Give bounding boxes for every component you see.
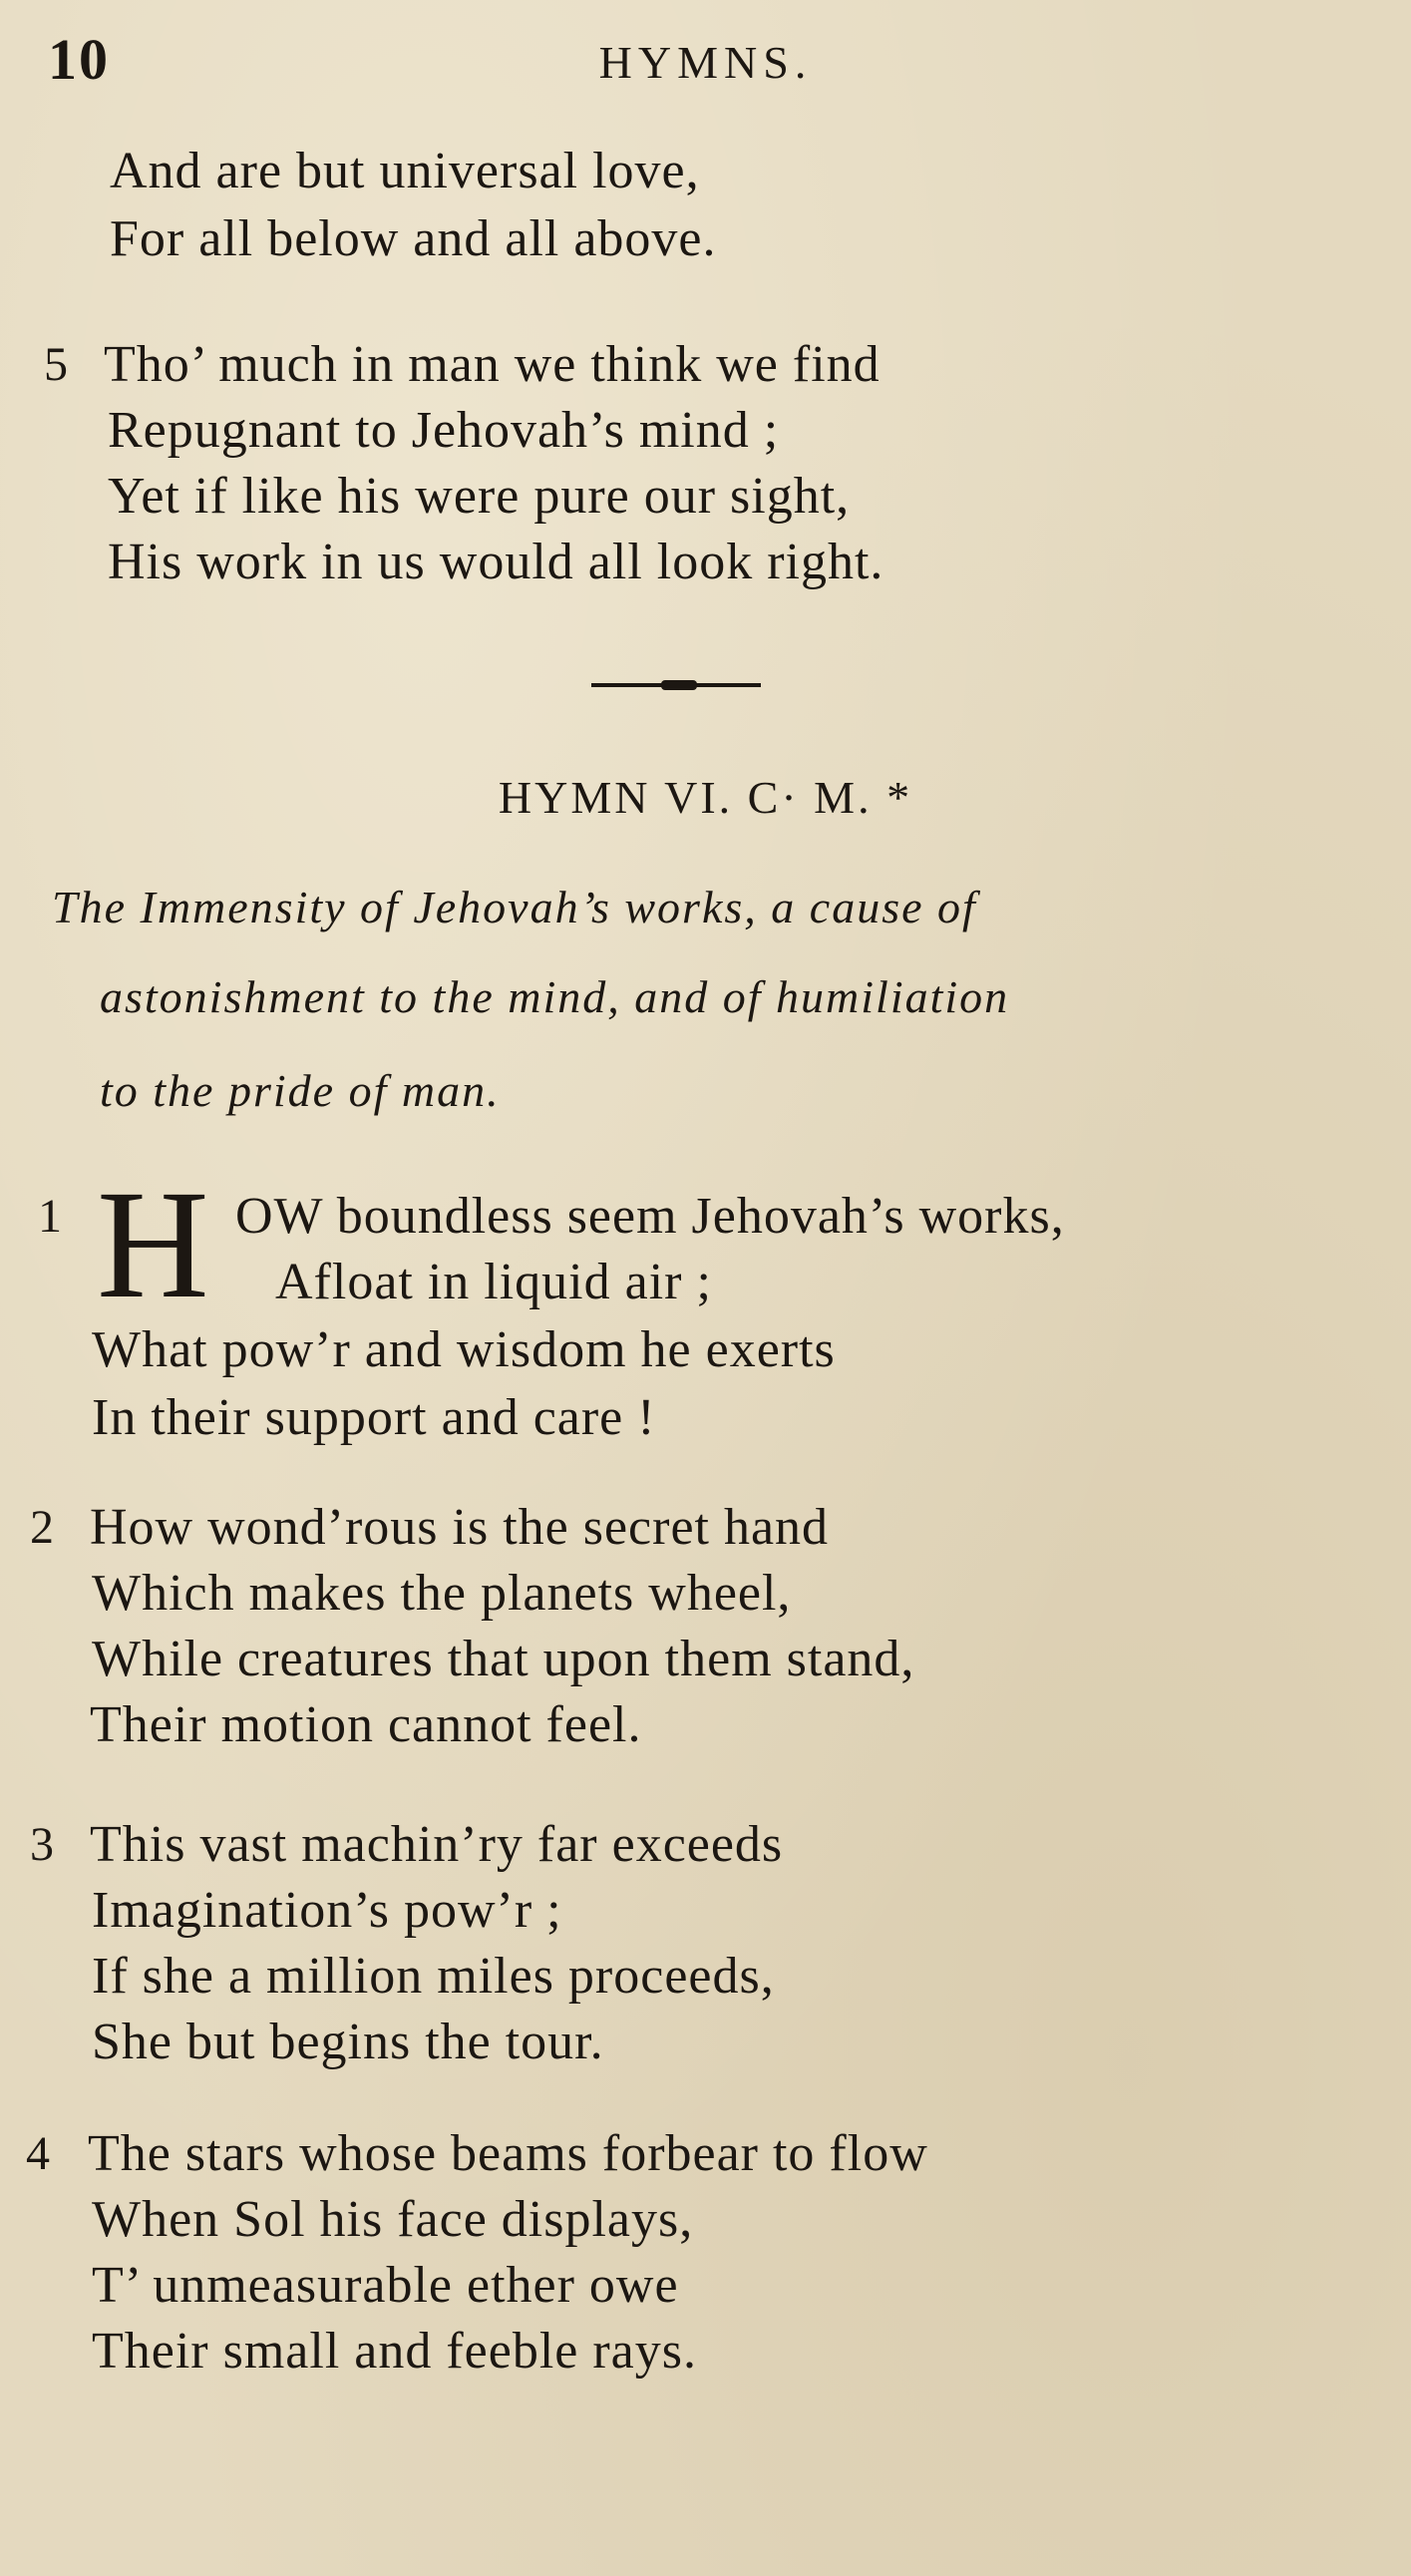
divider-ornament [661,680,697,690]
stanza-number: 5 [44,338,68,391]
verse-line: She but begins the tour. [92,2014,604,2070]
verse-line: This vast machin’ry far exceeds [90,1816,784,1873]
verse-line: Tho’ much in man we think we find [104,336,881,393]
verse-line: Their motion cannot feel. [90,1696,642,1753]
ornamental-divider [591,680,761,690]
verse-line: If she a million miles proceeds, [92,1948,775,2005]
verse-line: Yet if like his were pure our sight, [108,468,851,525]
hymn-subtitle-line: The Immensity of Jehovah’s works, a cause of [52,882,977,932]
verse-line: His work in us would all look right. [108,534,884,590]
verse-line: For all below and all above. [110,210,717,267]
verse-line: In their support and care ! [92,1389,656,1446]
verse-line: Their small and feeble rays. [92,2323,697,2380]
verse-line: While creatures that upon them stand, [92,1631,915,1687]
verse-line: And are but universal love, [110,143,700,199]
verse-line: Imagination’s pow’r ; [92,1882,562,1939]
stanza-number: 1 [38,1190,62,1243]
verse-line: T’ unmeasurable ether owe [92,2257,679,2314]
running-head: HYMNS. [598,37,813,88]
stanza-number: 2 [30,1501,54,1554]
page-header [0,28,1411,98]
verse-line: Afloat in liquid air ; [275,1254,712,1310]
verse-line: The stars whose beams forbear to flow [88,2125,928,2182]
drop-cap: H [97,1158,209,1330]
verse-line: Repugnant to Jehovah’s mind ; [108,402,780,459]
stanza-number: 4 [26,2127,50,2180]
verse-line: Which makes the planets wheel, [92,1565,792,1622]
verse-line: When Sol his face displays, [92,2191,694,2248]
verse-line: How wond’rous is the secret hand [90,1499,830,1556]
verse-line: OW boundless seem Jehovah’s works, [235,1188,1065,1245]
hymn-title: HYMN VI. C· M. * [498,772,913,823]
hymn-subtitle-line: astonishment to the mind, and of humiliation [100,971,1010,1022]
verse-line: What pow’r and wisdom he exerts [92,1321,836,1378]
stanza-number: 3 [30,1818,54,1871]
page-number: 10 [48,27,110,92]
hymn-subtitle-line: to the pride of man. [100,1065,501,1116]
